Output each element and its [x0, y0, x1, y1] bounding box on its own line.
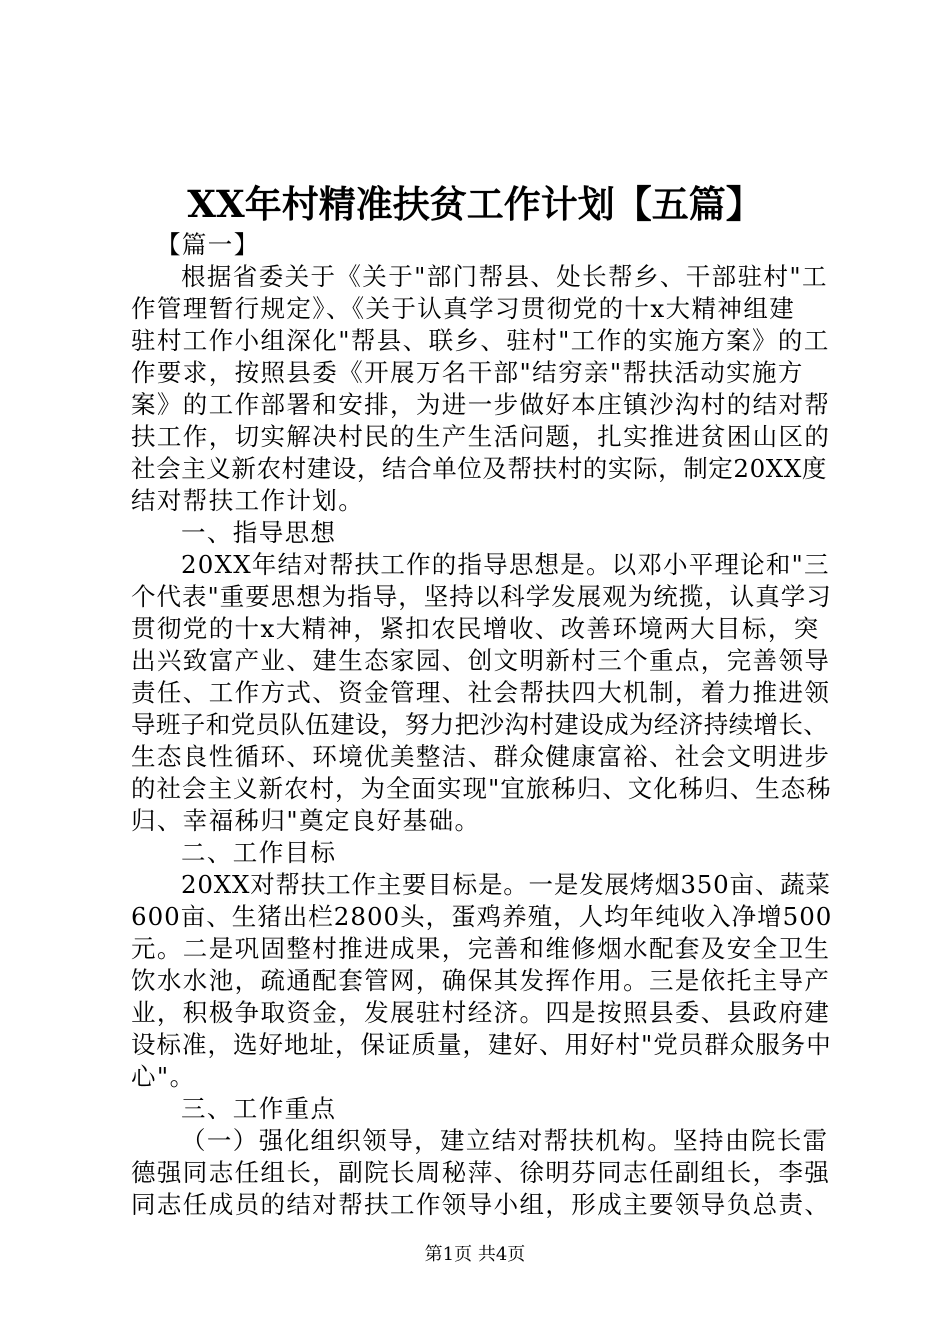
text-line: 出兴致富产业、建生态家园、创文明新村三个重点，完善领导 [131, 646, 831, 675]
page-footer: 第1页 共4页 [424, 1244, 526, 1265]
text-line: （一）强化组织领导，建立结对帮扶机构。坚持由院长雷 [181, 1126, 829, 1155]
text-line: 【篇一】 [156, 230, 260, 259]
text-line: 生态良性循环、环境优美整洁、群众健康富裕、社会文明进步 [131, 742, 831, 771]
text-line: 一、指导思想 [181, 518, 337, 547]
text-line: 三、工作重点 [181, 1094, 337, 1123]
text-line: 元。二是巩固整村推进成果，完善和维修烟水配套及安全卫生 [131, 934, 831, 963]
text-line: 根据省委关于《关于"部门帮县、处长帮乡、干部驻村"工 [181, 262, 828, 291]
text-line: 600亩、生猪出栏2800头，蛋鸡养殖，人均年纯收入净增500 [131, 902, 833, 931]
document-title: XX年村精准扶贫工作计划【五篇】 [187, 182, 763, 226]
text-line: 案》的工作部署和安排，为进一步做好本庄镇沙沟村的结对帮 [131, 390, 831, 419]
text-line: 驻村工作小组深化"帮县、联乡、驻村"工作的实施方案》的工 [131, 326, 830, 355]
text-line: 心"。 [131, 1062, 196, 1091]
text-line: 作管理暂行规定》、《关于认真学习贯彻党的十x大精神组建 [131, 294, 796, 323]
text-line: 作要求，按照县委《开展万名干部"结穷亲"帮扶活动实施方 [131, 358, 804, 387]
text-line: 饮水水池，疏通配套管网，确保其发挥作用。三是依托主导产 [131, 966, 831, 995]
text-line: 20XX对帮扶工作主要目标是。一是发展烤烟350亩、蔬菜 [181, 870, 831, 899]
text-line: 设标准，选好地址，保证质量，建好、用好村"党员群众服务中 [131, 1030, 832, 1059]
text-line: 导班子和党员队伍建设，努力把沙沟村建设成为经济持续增长、 [131, 710, 829, 739]
text-line: 的社会主义新农村，为全面实现"宜旅秭归、文化秭归、生态秭 [131, 774, 832, 803]
text-line: 归、幸福秭归"奠定良好基础。 [131, 806, 481, 835]
text-line: 20XX年结对帮扶工作的指导思想是。以邓小平理论和"三 [181, 550, 830, 579]
text-line: 个代表"重要思想为指导，坚持以科学发展观为统揽，认真学习 [131, 582, 832, 611]
text-line: 德强同志任组长，副院长周秘萍、徐明芬同志任副组长，李强 [131, 1158, 831, 1187]
text-line: 结对帮扶工作计划。 [131, 486, 365, 515]
text-line: 同志任成员的结对帮扶工作领导小组，形成主要领导负总责、 [131, 1190, 831, 1219]
text-line: 责任、工作方式、资金管理、社会帮扶四大机制，着力推进领 [131, 678, 831, 707]
text-line: 扶工作，切实解决村民的生产生活问题，扎实推进贫困山区的 [131, 422, 831, 451]
text-line: 业，积极争取资金，发展驻村经济。四是按照县委、县政府建 [131, 998, 831, 1027]
text-line: 社会主义新农村建设，结合单位及帮扶村的实际，制定20XX度 [131, 454, 827, 483]
text-line: 贯彻党的十x大精神，紧扣农民增收、改善环境两大目标，突 [131, 614, 820, 643]
document-body [131, 229, 831, 1221]
text-line: 二、工作目标 [181, 838, 337, 867]
